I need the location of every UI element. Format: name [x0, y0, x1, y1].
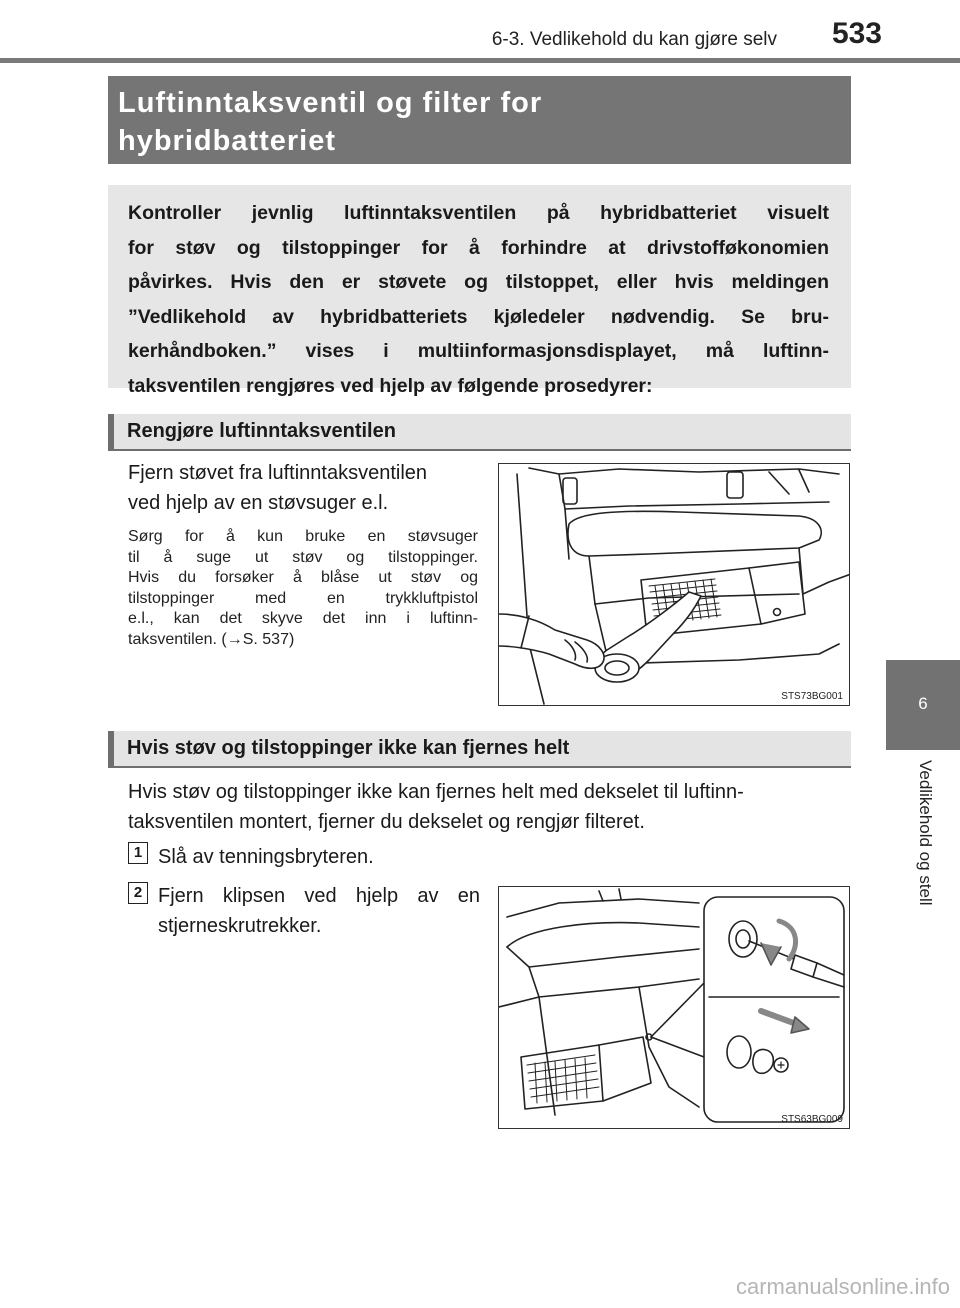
step-number-badge: 2 [128, 882, 148, 904]
section1-body-line: ved hjelp av en støvsuger e.l. [128, 492, 389, 514]
step-1-text: Slå av tenningsbryteren. [158, 846, 374, 868]
intro-line: påvirkes. Hvis den er støvete og tilstoppet, eller hvis meldingen [128, 271, 829, 293]
note-line: taksventilen. (→S. 537) [128, 630, 295, 648]
note-line: tilstoppinger med en trykkluftpistol [128, 589, 478, 607]
section1-note [128, 527, 478, 650]
step-2-text-line: Fjern klipsen ved hjelp av en [158, 885, 480, 907]
figure-remove-clip [498, 886, 850, 1129]
section1-body [128, 458, 427, 518]
note-line: til å suge ut støv og tilstoppinger. [128, 548, 478, 566]
intro-box [108, 185, 851, 397]
watermark: carmanualsonline.info [735, 1274, 950, 1299]
note-line: Hvis du forsøker å blåse ut støv og [128, 569, 478, 586]
chapter-number: 6 [918, 694, 928, 713]
page-number: 533 [831, 17, 882, 50]
chapter-tab[interactable] [886, 660, 960, 750]
figure-vacuum-cleaning [498, 463, 850, 706]
figure-code: STS73BG001 [781, 691, 843, 702]
figure-code: STS63BG009 [781, 1114, 843, 1125]
section2-body-line: Hvis støv og tilstoppinger ikke kan fjernes helt med dekselet til luftinn- [128, 781, 744, 803]
intro-line: kerhåndboken.” vises i multiinformasjonsdisplayet, må luftinn- [128, 340, 829, 362]
step-2-text-line: stjerneskrutrekker. [158, 915, 322, 937]
header-rule [0, 58, 960, 63]
intro-line: for støv og tilstoppinger for å forhindre at drivstofføkonomien [128, 236, 829, 259]
intro-line: ”Vedlikehold av hybridbatteriets kjøledeler nødvendig. Se bru- [128, 305, 829, 328]
page-title [108, 76, 851, 164]
intro-line: taksventilen rengjøres ved hjelp av følgende prosedyrer: [128, 374, 653, 397]
header-section-title: 6-3. Vedlikehold du kan gjøre selv [491, 29, 777, 50]
step-2-text [158, 881, 480, 941]
section-heading-remove-cover: Hvis støv og tilstoppinger ikke kan fjernes helt [108, 731, 851, 768]
note-line: Sørg for å kun bruke en støvsuger [128, 528, 478, 545]
note-line: e.l., kan det skyve det inn i luftinn- [128, 610, 478, 627]
step-number-badge: 1 [128, 842, 148, 864]
chapter-label: Vedlikehold og stell [916, 760, 935, 906]
clip-removal-illustration [499, 887, 850, 1129]
section2-body-line: taksventilen montert, fjerner du dekselet og rengjør filteret. [128, 811, 645, 833]
chapter-side-label [886, 760, 960, 960]
section2-body [128, 777, 850, 837]
section1-body-line: Fjern støvet fra luftinntaksventilen [128, 462, 428, 484]
page-title-line2: hybridbatteriet [118, 125, 337, 157]
section-heading-clean-vent: Rengjøre luftinntaksventilen [108, 414, 851, 451]
vacuum-illustration [499, 464, 850, 706]
page-title-line1: Luftinntaksventil og filter for [118, 87, 543, 119]
intro-line: Kontroller jevnlig luftinntaksventilen på hybridbatteriet visuelt [128, 202, 829, 224]
